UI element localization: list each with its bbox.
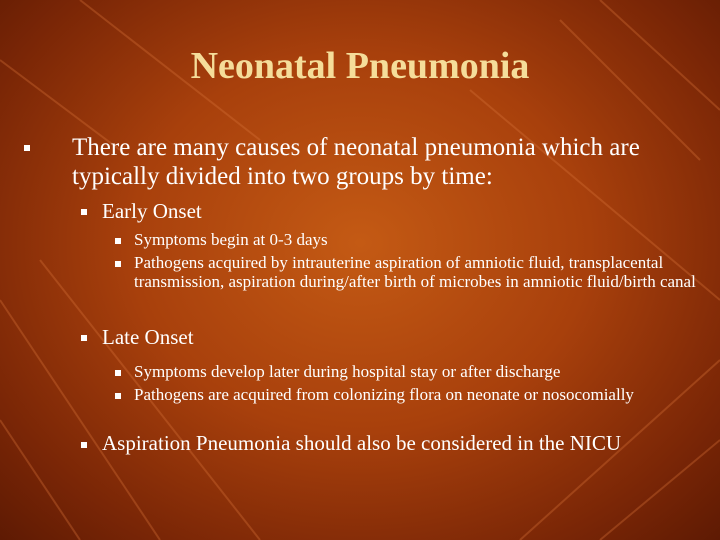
bullet-text: Aspiration Pneumonia should also be considered in the NICU [102, 431, 622, 455]
bullet-square-icon [115, 393, 121, 399]
bullet-text: There are many causes of neonatal pneumonia which are typically divided into two groups by time: [72, 134, 640, 190]
bullet-square-icon [115, 261, 121, 267]
late-onset-item: Symptoms develop later during hospital stay or after discharge [134, 362, 561, 381]
bullet-square-icon [24, 145, 30, 151]
bullet-square-icon [115, 238, 121, 244]
early-onset-item: Pathogens acquired by intrauterine aspiration of amniotic fluid, transplacental transmission, aspiration during/after birth of microbes in amniotic fluid/birth canal [134, 253, 696, 291]
group-label-late-onset: Late Onset [102, 325, 194, 349]
early-onset-item: Symptoms begin at 0-3 days [134, 230, 328, 249]
bullet-square-icon [81, 209, 87, 215]
group-label-early-onset: Early Onset [102, 199, 202, 223]
bullet-square-icon [81, 442, 87, 448]
slide-title: Neonatal Pneumonia [190, 45, 530, 87]
late-onset-item: Pathogens are acquired from colonizing flora on neonate or nosocomially [134, 385, 634, 404]
bullet-square-icon [115, 370, 121, 376]
bullet-square-icon [81, 335, 87, 341]
